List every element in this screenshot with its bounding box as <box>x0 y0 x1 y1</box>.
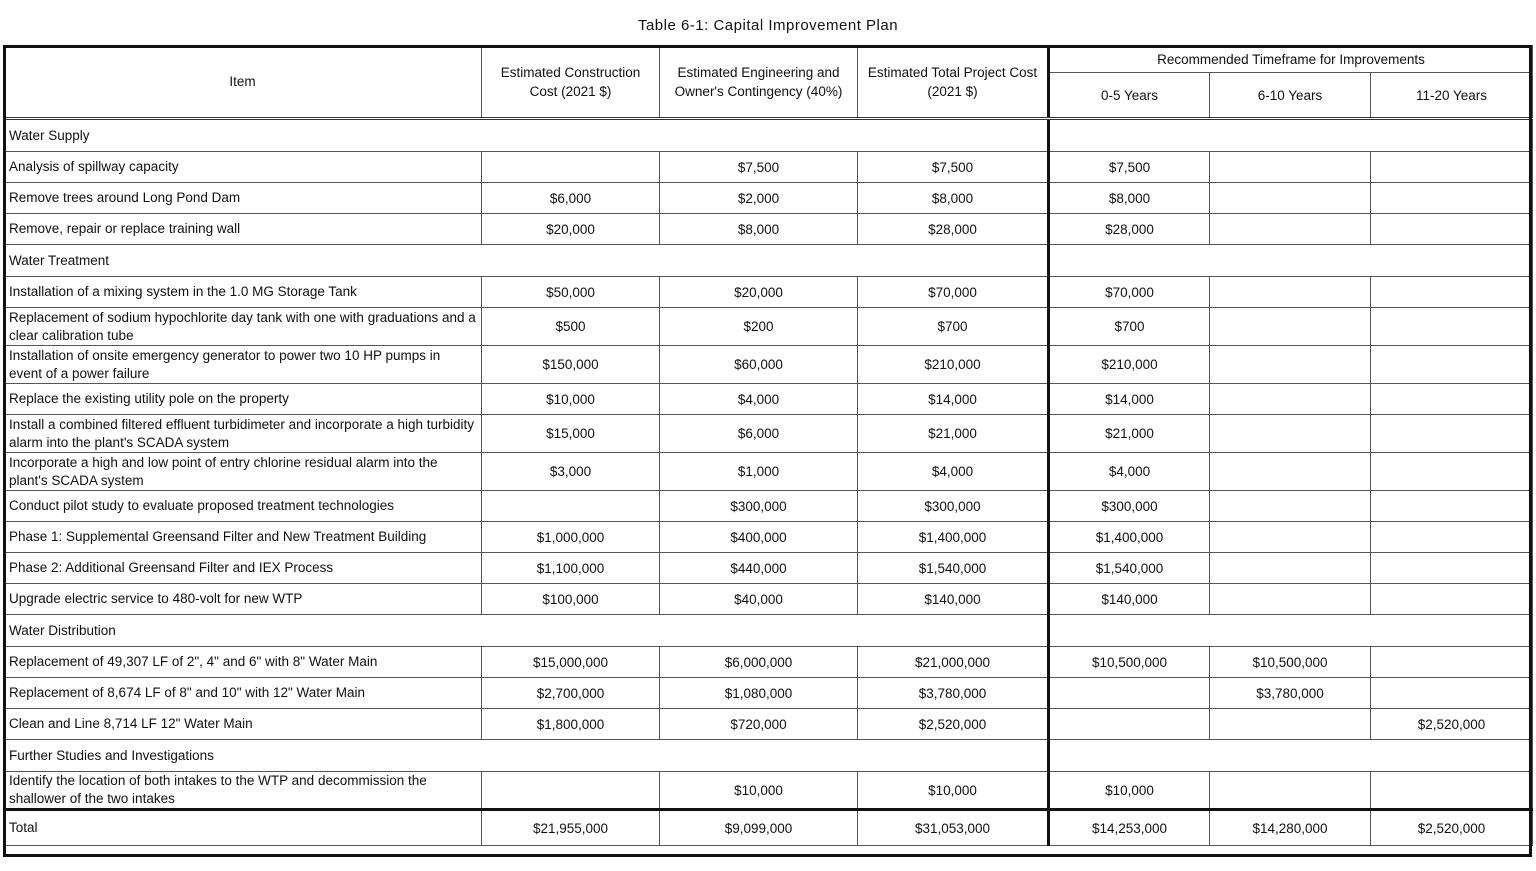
construction-cost-cell: $15,000 <box>482 415 660 453</box>
years-0-5-cell: $14,000 <box>1049 384 1210 415</box>
item-cell: Identify the location of both intakes to the WTP and decommission the shallower of the two intakes <box>4 772 482 810</box>
years-0-5-cell: $7,500 <box>1049 152 1210 183</box>
engineering-cost-cell: $40,000 <box>660 584 858 615</box>
item-cell: Remove, repair or replace training wall <box>4 214 482 245</box>
years-11-20-cell: $2,520,000 <box>1371 709 1533 740</box>
total-cost-cell: $10,000 <box>858 772 1049 810</box>
item-cell: Installation of a mixing system in the 1.0 MG Storage Tank <box>4 277 482 308</box>
item-cell: Replacement of 49,307 LF of 2", 4" and 6" with 8" Water Main <box>4 647 482 678</box>
construction-cost-cell: $15,000,000 <box>482 647 660 678</box>
engineering-cost-cell: $300,000 <box>660 491 858 522</box>
engineering-cost-cell: $10,000 <box>660 772 858 810</box>
engineering-cost-cell: $1,080,000 <box>660 678 858 709</box>
header-11-20-years: 11-20 Years <box>1371 73 1533 119</box>
header-timeframe: Recommended Timeframe for Improvements <box>1049 46 1533 73</box>
section-label: Water Supply <box>4 119 1049 152</box>
total-cost-cell: $31,053,000 <box>858 810 1049 846</box>
years-0-5-cell: $21,000 <box>1049 415 1210 453</box>
total-label: Total <box>4 810 482 846</box>
construction-cost-cell: $1,000,000 <box>482 522 660 553</box>
item-cell: Phase 2: Additional Greensand Filter and IEX Process <box>4 553 482 584</box>
engineering-cost-cell: $7,500 <box>660 152 858 183</box>
item-cell: Replacement of sodium hypochlorite day tank with one with graduations and a clear calibration tube <box>4 308 482 346</box>
construction-cost-cell: $50,000 <box>482 277 660 308</box>
years-0-5-cell: $28,000 <box>1049 214 1210 245</box>
years-6-10-cell: $3,780,000 <box>1210 678 1371 709</box>
years-0-5-cell: $1,540,000 <box>1049 553 1210 584</box>
item-cell: Phase 1: Supplemental Greensand Filter and New Treatment Building <box>4 522 482 553</box>
header-engineering-contingency: Estimated Engineering and Owner's Contingency (40%) <box>660 46 858 119</box>
total-cost-cell: $1,400,000 <box>858 522 1049 553</box>
years-0-5-cell: $1,400,000 <box>1049 522 1210 553</box>
engineering-cost-cell: $8,000 <box>660 214 858 245</box>
header-item: Item <box>4 46 482 119</box>
item-cell: Remove trees around Long Pond Dam <box>4 183 482 214</box>
years-0-5-cell: $300,000 <box>1049 491 1210 522</box>
engineering-cost-cell: $9,099,000 <box>660 810 858 846</box>
total-cost-cell: $14,000 <box>858 384 1049 415</box>
years-0-5-cell: $10,500,000 <box>1049 647 1210 678</box>
years-11-20-cell: $2,520,000 <box>1371 810 1533 846</box>
years-6-10-cell: $14,280,000 <box>1210 810 1371 846</box>
header-total-project-cost: Estimated Total Project Cost (2021 $) <box>858 46 1049 119</box>
construction-cost-cell: $150,000 <box>482 346 660 384</box>
total-cost-cell: $1,540,000 <box>858 553 1049 584</box>
construction-cost-cell: $10,000 <box>482 384 660 415</box>
table-title: Table 6-1: Capital Improvement Plan <box>637 17 899 34</box>
engineering-cost-cell: $1,000 <box>660 453 858 491</box>
item-cell: Replacement of 8,674 LF of 8" and 10" with 12" Water Main <box>4 678 482 709</box>
years-6-10-cell: $10,500,000 <box>1210 647 1371 678</box>
total-cost-cell: $21,000 <box>858 415 1049 453</box>
engineering-cost-cell: $200 <box>660 308 858 346</box>
section-label: Water Treatment <box>4 245 1049 277</box>
total-cost-cell: $210,000 <box>858 346 1049 384</box>
total-cost-cell: $700 <box>858 308 1049 346</box>
total-cost-cell: $28,000 <box>858 214 1049 245</box>
item-cell: Clean and Line 8,714 LF 12" Water Main <box>4 709 482 740</box>
construction-cost-cell: $6,000 <box>482 183 660 214</box>
years-0-5-cell: $70,000 <box>1049 277 1210 308</box>
construction-cost-cell: $100,000 <box>482 584 660 615</box>
construction-cost-cell: $1,100,000 <box>482 553 660 584</box>
construction-cost-cell: $20,000 <box>482 214 660 245</box>
years-0-5-cell: $140,000 <box>1049 584 1210 615</box>
engineering-cost-cell: $2,000 <box>660 183 858 214</box>
total-cost-cell: $2,520,000 <box>858 709 1049 740</box>
engineering-cost-cell: $400,000 <box>660 522 858 553</box>
engineering-cost-cell: $60,000 <box>660 346 858 384</box>
engineering-cost-cell: $440,000 <box>660 553 858 584</box>
total-cost-cell: $3,780,000 <box>858 678 1049 709</box>
years-0-5-cell: $14,253,000 <box>1049 810 1210 846</box>
construction-cost-cell: $3,000 <box>482 453 660 491</box>
item-cell: Upgrade electric service to 480-volt for new WTP <box>4 584 482 615</box>
header-0-5-years: 0-5 Years <box>1049 73 1210 119</box>
item-cell: Replace the existing utility pole on the property <box>4 384 482 415</box>
engineering-cost-cell: $6,000,000 <box>660 647 858 678</box>
item-cell: Installation of onsite emergency generator to power two 10 HP pumps in event of a power failure <box>4 346 482 384</box>
table-frame <box>3 45 1532 857</box>
section-label: Further Studies and Investigations <box>4 740 1049 772</box>
years-0-5-cell: $8,000 <box>1049 183 1210 214</box>
header-6-10-years: 6-10 Years <box>1210 73 1371 119</box>
engineering-cost-cell: $20,000 <box>660 277 858 308</box>
item-cell: Analysis of spillway capacity <box>4 152 482 183</box>
construction-cost-cell: $1,800,000 <box>482 709 660 740</box>
engineering-cost-cell: $6,000 <box>660 415 858 453</box>
construction-cost-cell: $2,700,000 <box>482 678 660 709</box>
total-cost-cell: $70,000 <box>858 277 1049 308</box>
total-cost-cell: $7,500 <box>858 152 1049 183</box>
total-cost-cell: $8,000 <box>858 183 1049 214</box>
years-0-5-cell: $10,000 <box>1049 772 1210 810</box>
header-construction-cost: Estimated Construction Cost (2021 $) <box>482 46 660 119</box>
years-0-5-cell: $700 <box>1049 308 1210 346</box>
total-cost-cell: $4,000 <box>858 453 1049 491</box>
total-cost-cell: $21,000,000 <box>858 647 1049 678</box>
section-label: Water Distribution <box>4 615 1049 647</box>
item-cell: Conduct pilot study to evaluate proposed treatment technologies <box>4 491 482 522</box>
years-0-5-cell: $4,000 <box>1049 453 1210 491</box>
construction-cost-cell: $21,955,000 <box>482 810 660 846</box>
item-cell: Incorporate a high and low point of entry chlorine residual alarm into the plant's SCADA system <box>4 453 482 491</box>
total-cost-cell: $300,000 <box>858 491 1049 522</box>
total-cost-cell: $140,000 <box>858 584 1049 615</box>
item-cell: Install a combined filtered effluent turbidimeter and incorporate a high turbidity alarm into the plant's SCADA system <box>4 415 482 453</box>
construction-cost-cell: $500 <box>482 308 660 346</box>
years-0-5-cell: $210,000 <box>1049 346 1210 384</box>
engineering-cost-cell: $4,000 <box>660 384 858 415</box>
engineering-cost-cell: $720,000 <box>660 709 858 740</box>
